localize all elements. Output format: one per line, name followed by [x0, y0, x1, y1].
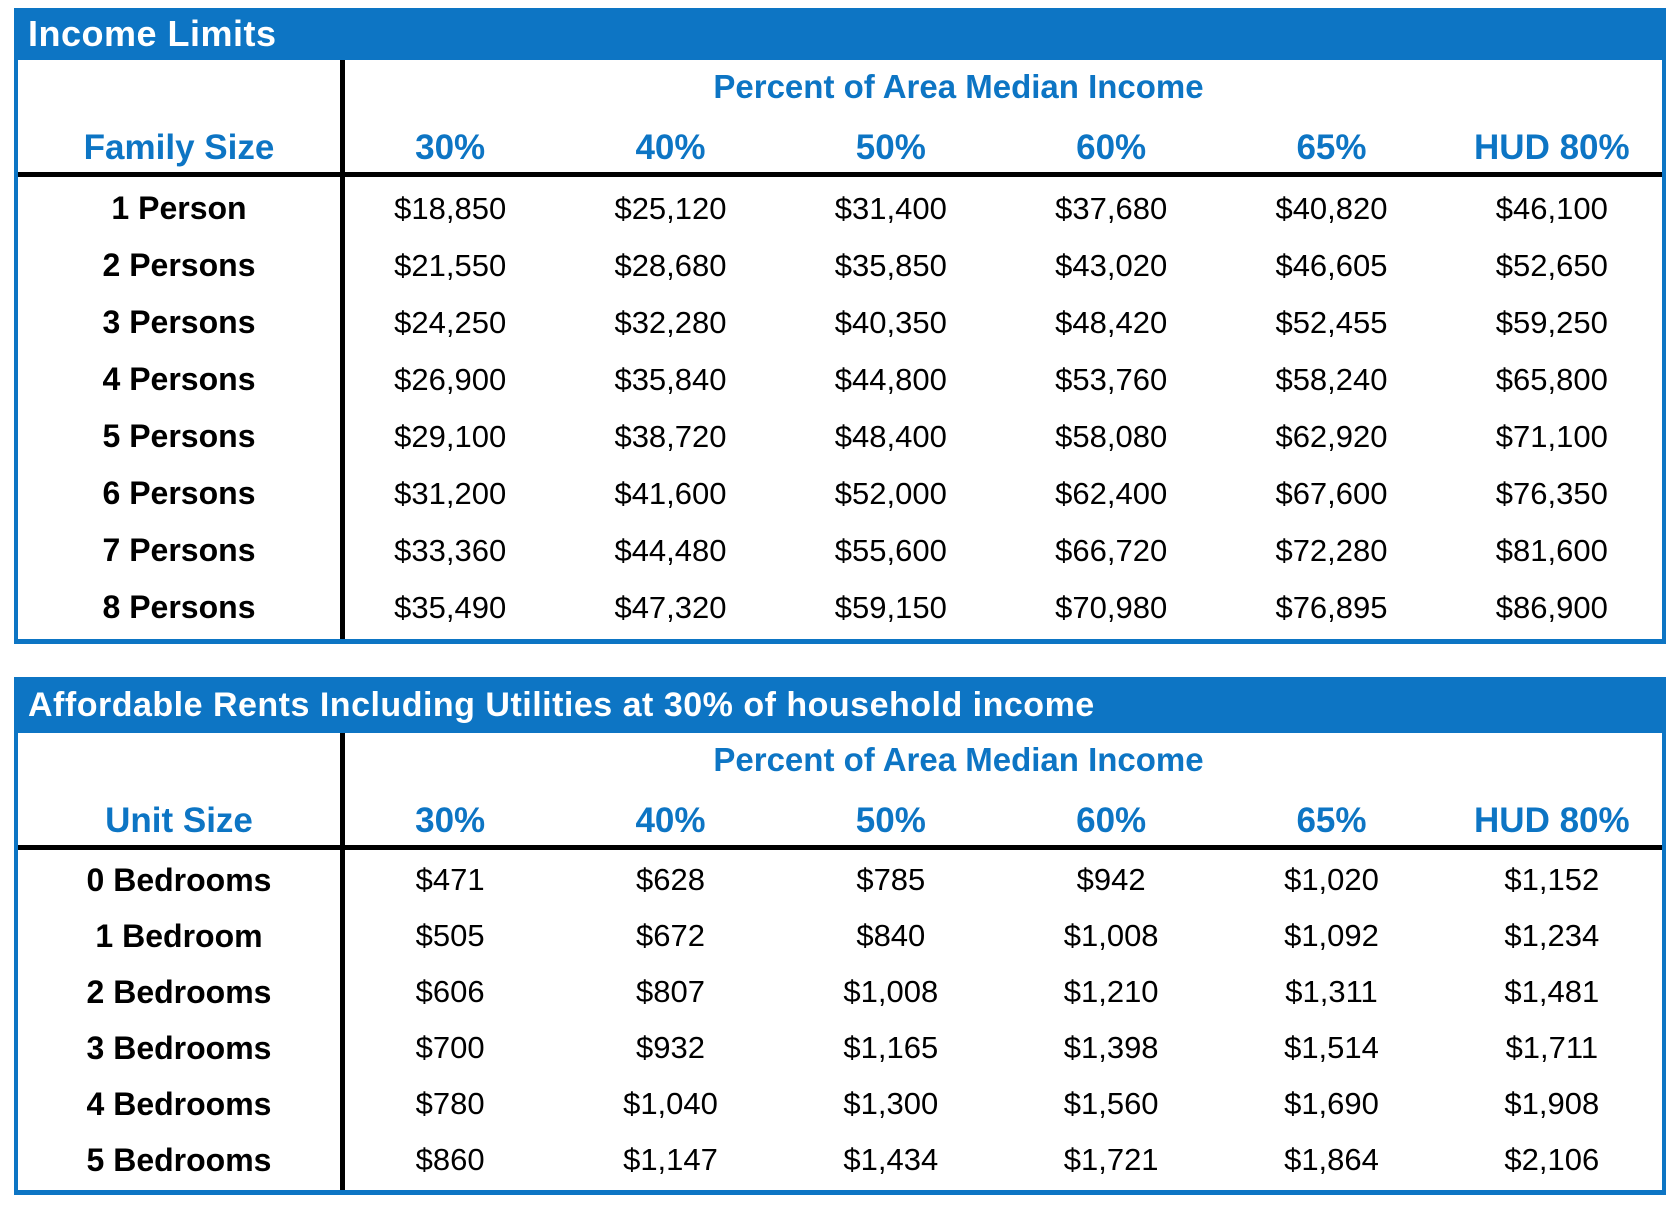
value-cell: $628	[636, 862, 705, 897]
value-cell: $840	[856, 918, 926, 953]
value-cell: $26,900	[394, 361, 507, 397]
value-cell: $1,434	[843, 1142, 939, 1177]
value-cell: $700	[415, 1030, 485, 1065]
value-cell: $33,360	[394, 532, 507, 568]
value-cell: $785	[856, 862, 926, 897]
value-cell: $1,481	[1504, 974, 1600, 1009]
value-cell: $1,864	[1284, 1142, 1379, 1177]
value-cell: $44,800	[834, 361, 947, 397]
value-cell: $31,400	[834, 190, 947, 226]
row-label: 4 Bedrooms	[86, 1085, 272, 1122]
table-row	[18, 351, 1662, 408]
value-cell: $1,514	[1284, 1030, 1379, 1065]
value-cell: $53,760	[1055, 361, 1168, 397]
column-header: 60%	[1076, 128, 1147, 167]
column-header-row	[18, 801, 1662, 841]
value-cell: $66,720	[1055, 532, 1168, 568]
affordable-rents-header	[18, 733, 1662, 845]
column-header: 40%	[635, 128, 706, 167]
value-cell: $1,092	[1284, 918, 1379, 953]
value-cell: $38,720	[614, 418, 727, 454]
value-cell: $41,600	[614, 475, 727, 511]
column-header: 60%	[1076, 801, 1147, 840]
table-row	[18, 579, 1662, 636]
income-limits-title-bar	[14, 8, 1666, 60]
value-cell: $86,900	[1495, 589, 1608, 625]
column-header: 30%	[415, 128, 486, 167]
value-cell: $780	[415, 1086, 485, 1121]
value-cell: $55,600	[834, 532, 947, 568]
affordable-rents-rows	[18, 850, 1662, 1190]
row-label: 4 Persons	[102, 361, 256, 397]
table-row	[18, 1076, 1662, 1132]
value-cell: $1,008	[1063, 918, 1159, 953]
value-cell: $1,300	[843, 1086, 939, 1121]
row-header-label: Family Size	[83, 128, 275, 167]
value-cell: $71,100	[1495, 418, 1608, 454]
column-header: 65%	[1296, 801, 1367, 840]
value-cell: $44,480	[614, 532, 727, 568]
value-cell: $32,280	[614, 304, 727, 340]
table-row	[18, 964, 1662, 1020]
row-label: 6 Persons	[102, 475, 256, 511]
value-cell: $1,721	[1063, 1142, 1159, 1177]
group-header: Percent of Area Median Income	[713, 741, 1204, 778]
table-row	[18, 294, 1662, 351]
value-cell: $46,605	[1275, 247, 1388, 283]
row-label: 0 Bedrooms	[86, 861, 272, 898]
value-cell: $1,152	[1504, 862, 1600, 897]
affordable-rents-title: Affordable Rents Including Utilities at 30% of household income	[28, 685, 1095, 724]
value-cell: $40,350	[834, 304, 947, 340]
value-cell: $72,280	[1275, 532, 1388, 568]
value-cell: $62,400	[1055, 475, 1168, 511]
value-cell: $1,908	[1504, 1086, 1600, 1121]
value-cell: $942	[1076, 862, 1146, 897]
column-header: 40%	[635, 801, 706, 840]
value-cell: $37,680	[1055, 190, 1168, 226]
value-cell: $21,550	[394, 247, 507, 283]
value-cell: $65,800	[1495, 361, 1608, 397]
value-cell: $58,080	[1055, 418, 1168, 454]
column-header: HUD 80%	[1474, 801, 1630, 840]
value-cell: $28,680	[614, 247, 727, 283]
column-header-row	[18, 128, 1662, 168]
value-cell: $606	[415, 974, 485, 1009]
value-cell: $860	[415, 1142, 485, 1177]
value-cell: $1,560	[1063, 1086, 1159, 1121]
value-cell: $35,840	[614, 361, 727, 397]
row-label: 3 Persons	[102, 304, 256, 340]
table-row	[18, 522, 1662, 579]
row-label: 7 Persons	[102, 532, 256, 568]
value-cell: $59,150	[834, 589, 947, 625]
value-cell: $1,040	[623, 1086, 718, 1121]
income-limits-table-body	[14, 60, 1666, 644]
row-label: 8 Persons	[102, 589, 256, 625]
value-cell: $52,455	[1275, 304, 1388, 340]
value-cell: $29,100	[394, 418, 507, 454]
value-cell: $40,820	[1275, 190, 1388, 226]
income-limits-rows	[18, 177, 1662, 639]
affordable-rents-title-bar	[14, 677, 1666, 733]
income-limits-header	[18, 60, 1662, 172]
affordable-rents-table	[14, 677, 1666, 1195]
table-row	[18, 1132, 1662, 1188]
value-cell: $1,165	[843, 1030, 939, 1065]
value-cell: $35,850	[834, 247, 947, 283]
table-row	[18, 852, 1662, 908]
row-label: 2 Persons	[102, 247, 256, 283]
column-header: 50%	[855, 801, 926, 840]
value-cell: $471	[415, 862, 485, 897]
value-cell: $59,250	[1495, 304, 1608, 340]
table-row	[18, 408, 1662, 465]
column-header: 50%	[855, 128, 926, 167]
value-cell: $505	[415, 918, 485, 953]
row-label: 2 Bedrooms	[86, 973, 272, 1010]
value-cell: $81,600	[1495, 532, 1608, 568]
value-cell: $1,020	[1284, 862, 1379, 897]
column-header: HUD 80%	[1474, 128, 1630, 167]
row-label: 3 Bedrooms	[86, 1029, 272, 1066]
income-limits-title: Income Limits	[28, 13, 277, 54]
value-cell: $46,100	[1495, 190, 1608, 226]
value-cell: $52,650	[1495, 247, 1608, 283]
column-header: 30%	[415, 801, 486, 840]
value-cell: $43,020	[1055, 247, 1168, 283]
value-cell: $2,106	[1504, 1142, 1600, 1177]
value-cell: $1,234	[1504, 918, 1600, 953]
row-label: 1 Person	[111, 190, 247, 226]
row-header-label: Unit Size	[105, 801, 253, 840]
value-cell: $1,398	[1063, 1030, 1159, 1065]
value-cell: $76,350	[1495, 475, 1608, 511]
value-cell: $62,920	[1275, 418, 1388, 454]
value-cell: $1,711	[1505, 1030, 1599, 1065]
value-cell: $1,311	[1285, 974, 1378, 1009]
income-limits-table	[14, 8, 1666, 644]
row-label: 5 Bedrooms	[86, 1141, 272, 1178]
value-cell: $31,200	[394, 475, 507, 511]
value-cell: $47,320	[614, 589, 727, 625]
value-cell: $48,420	[1055, 304, 1168, 340]
table-row	[18, 180, 1662, 237]
value-cell: $672	[636, 918, 705, 953]
value-cell: $25,120	[614, 190, 727, 226]
row-label: 1 Bedroom	[95, 917, 263, 954]
value-cell: $67,600	[1275, 475, 1388, 511]
value-cell: $807	[636, 974, 705, 1009]
value-cell: $48,400	[834, 418, 947, 454]
row-label: 5 Persons	[102, 418, 256, 454]
value-cell: $24,250	[394, 304, 507, 340]
value-cell: $18,850	[394, 190, 507, 226]
table-row	[18, 908, 1662, 964]
affordable-rents-table-body	[14, 733, 1666, 1195]
value-cell: $1,210	[1063, 974, 1159, 1009]
value-cell: $1,690	[1284, 1086, 1379, 1121]
column-header: 65%	[1296, 128, 1367, 167]
table-row	[18, 237, 1662, 294]
group-header: Percent of Area Median Income	[713, 68, 1204, 105]
value-cell: $58,240	[1275, 361, 1388, 397]
value-cell: $52,000	[834, 475, 947, 511]
value-cell: $76,895	[1275, 589, 1388, 625]
value-cell: $70,980	[1055, 589, 1168, 625]
table-row	[18, 1020, 1662, 1076]
value-cell: $35,490	[394, 589, 507, 625]
table-row	[18, 465, 1662, 522]
value-cell: $932	[636, 1030, 705, 1065]
value-cell: $1,147	[623, 1142, 718, 1177]
value-cell: $1,008	[843, 974, 939, 1009]
